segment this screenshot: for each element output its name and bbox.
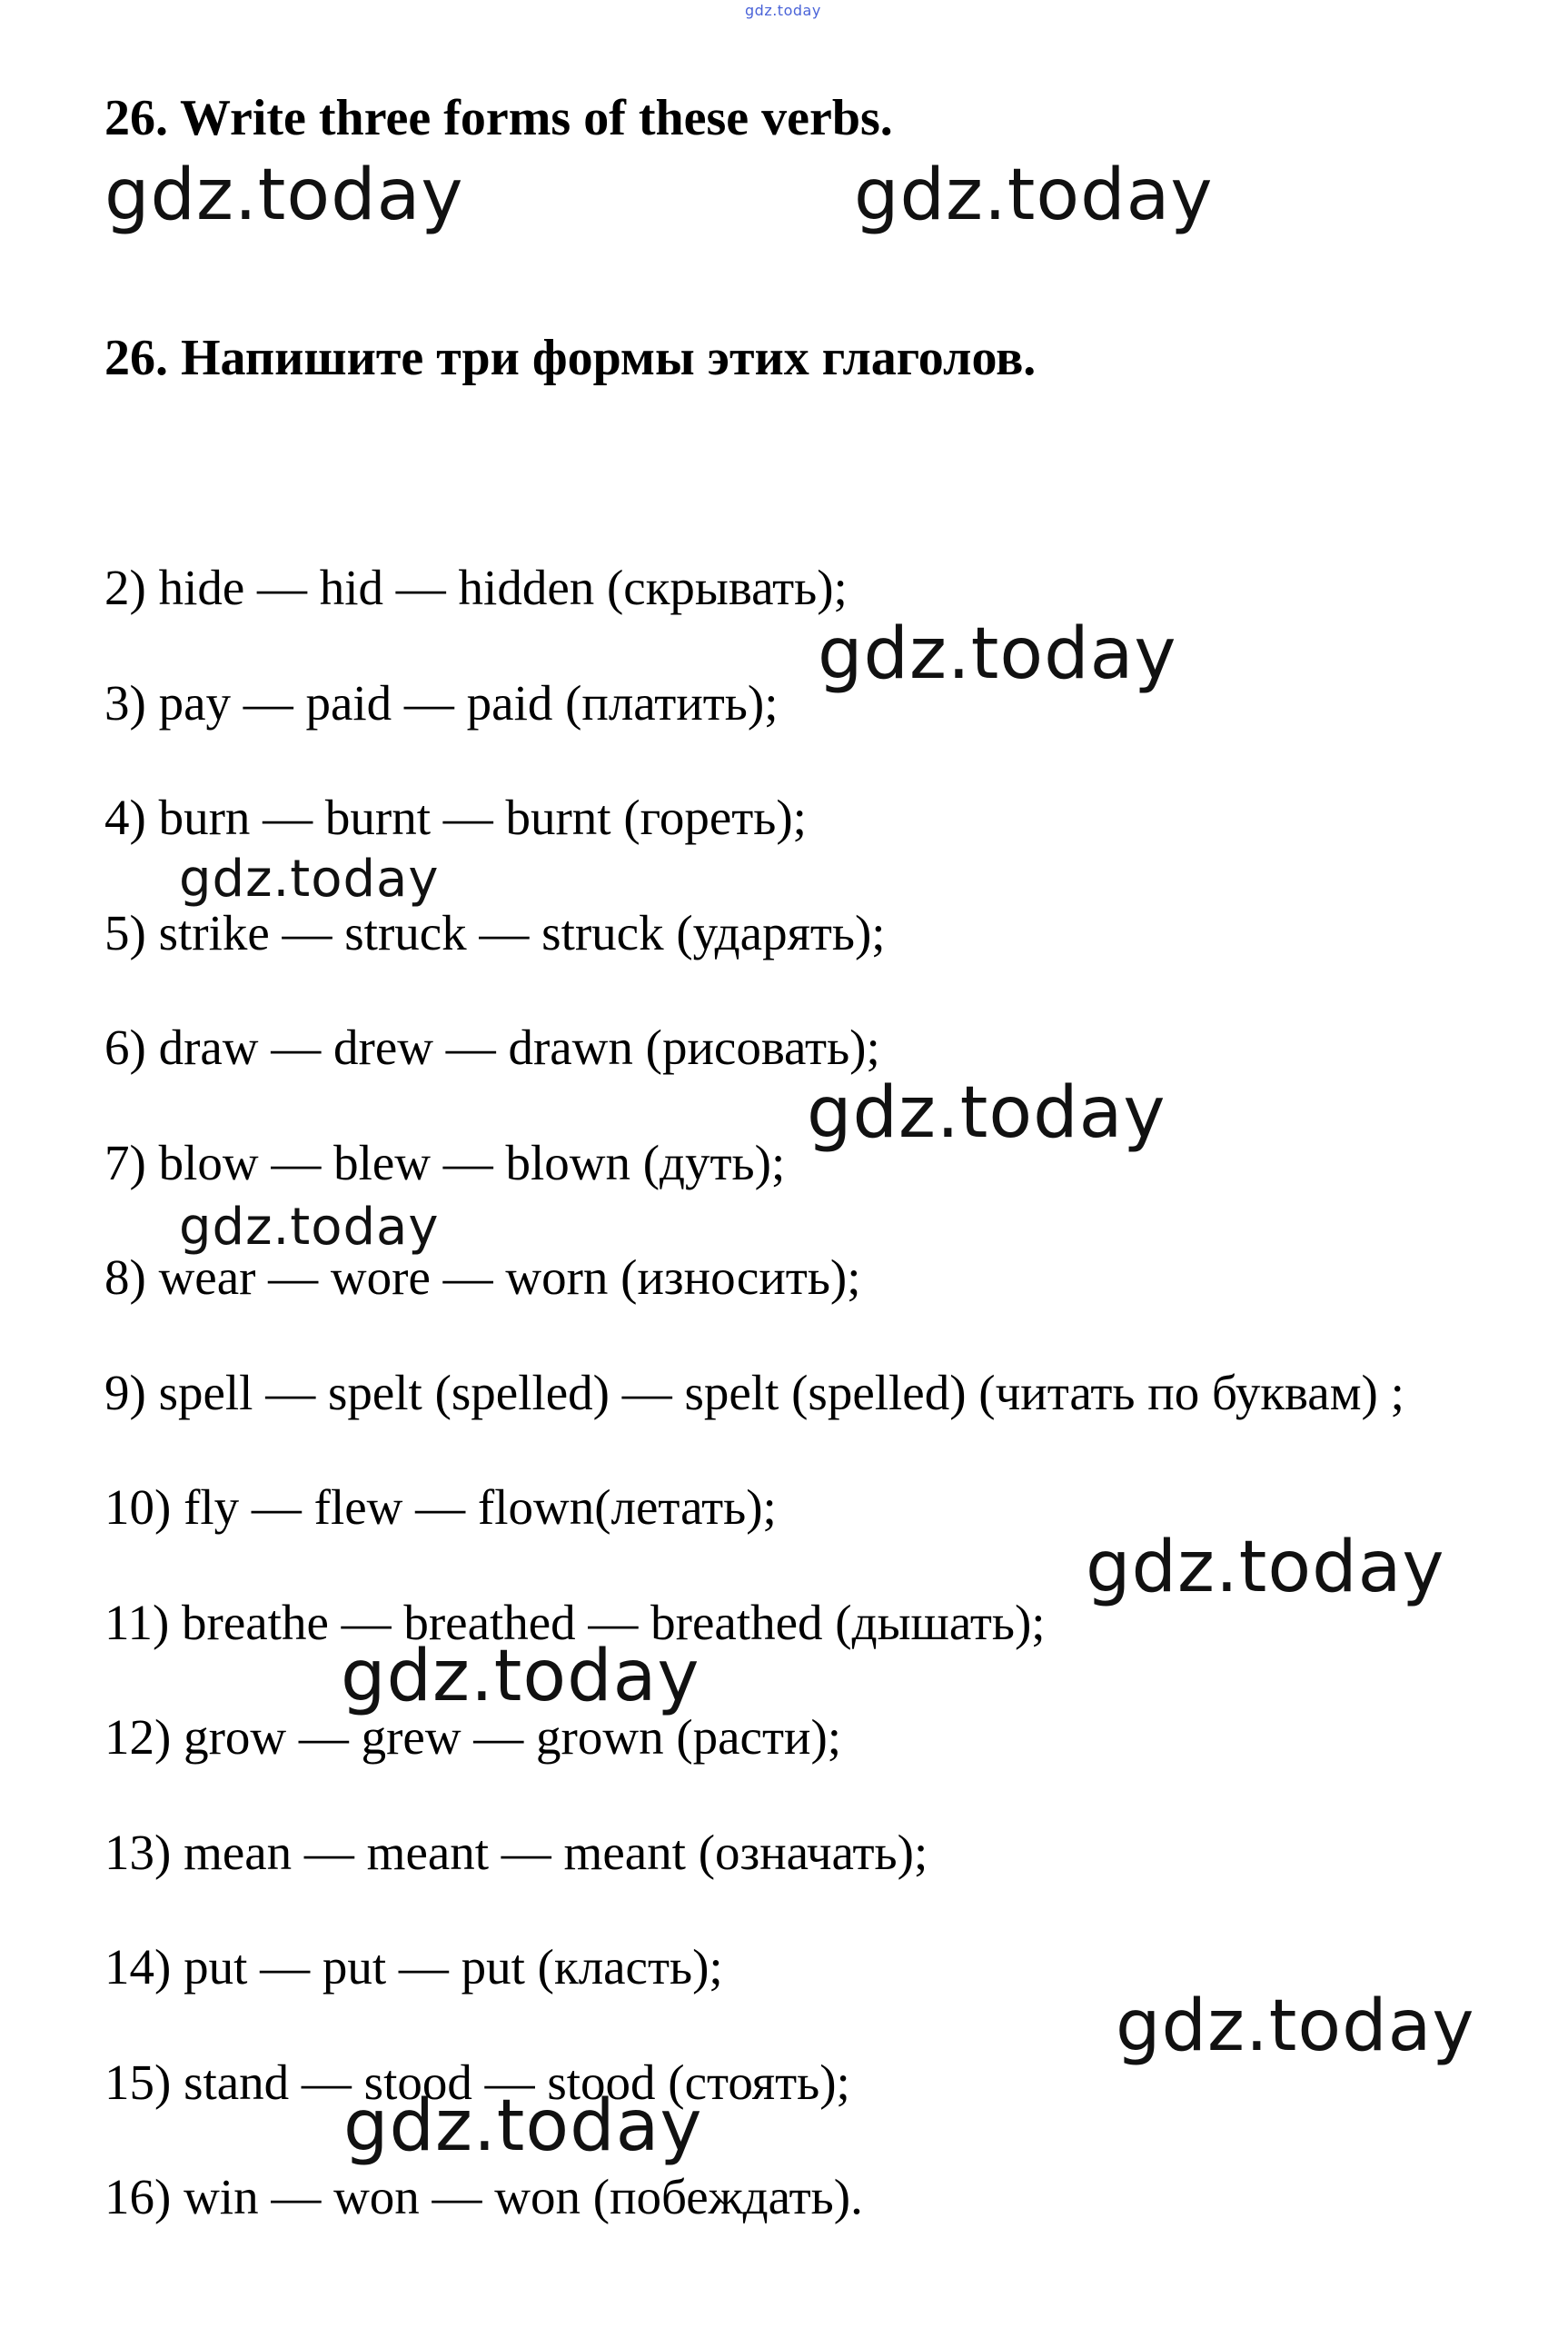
- answer-item: 5) strike — struck — struck (ударять);: [104, 904, 886, 960]
- answer-item: 14) put — put — put (класть);: [104, 1939, 723, 1995]
- answer-item: 4) burn — burnt — burnt (гореть);: [104, 790, 807, 845]
- watermark: gdz.today: [179, 1198, 440, 1257]
- answer-item: 6) draw — drew — drawn (рисовать);: [104, 1020, 880, 1075]
- watermark: gdz.today: [854, 154, 1214, 236]
- answer-item: 9) spell — spelt (spelled) — spelt (spelled) (читать по буквам) ;: [104, 1364, 1404, 1420]
- answer-item: 7) blow — blew — blown (дуть);: [104, 1134, 786, 1190]
- watermark: gdz.today: [1116, 1985, 1475, 2067]
- watermark: gdz.today: [818, 613, 1177, 695]
- answer-item: 16) win — won — won (побеждать).: [104, 2169, 863, 2224]
- answer-item: 11) breathe — breathed — breathed (дышать);: [104, 1594, 1046, 1650]
- answer-item: 3) pay — paid — paid (платить);: [104, 674, 779, 731]
- watermark: gdz.today: [104, 154, 464, 236]
- watermark: gdz.today: [1086, 1527, 1445, 1608]
- answer-item: 15) stand — stood — stood (стоять);: [104, 2054, 850, 2110]
- answer-item: 10) fly — flew — flown(летать);: [104, 1479, 777, 1535]
- watermark: gdz.today: [343, 2085, 703, 2167]
- answer-item: 12) grow — grew — grown (расти);: [104, 1709, 842, 1765]
- answer-item: 2) hide — hid — hidden (скрывать);: [104, 560, 848, 615]
- exercise-heading-en: 26. Write three forms of these verbs.: [104, 90, 893, 146]
- watermark: gdz.today: [179, 850, 440, 909]
- watermark: gdz.today: [807, 1072, 1166, 1154]
- exercise-heading-ru: 26. Напишите три формы этих глаголов.: [104, 330, 1037, 386]
- answer-item: 8) wear — wore — worn (износить);: [104, 1249, 861, 1305]
- site-mark: gdz.today: [745, 2, 821, 19]
- watermark: gdz.today: [341, 1636, 700, 1717]
- answer-item: 13) mean — meant — meant (означать);: [104, 1824, 928, 1880]
